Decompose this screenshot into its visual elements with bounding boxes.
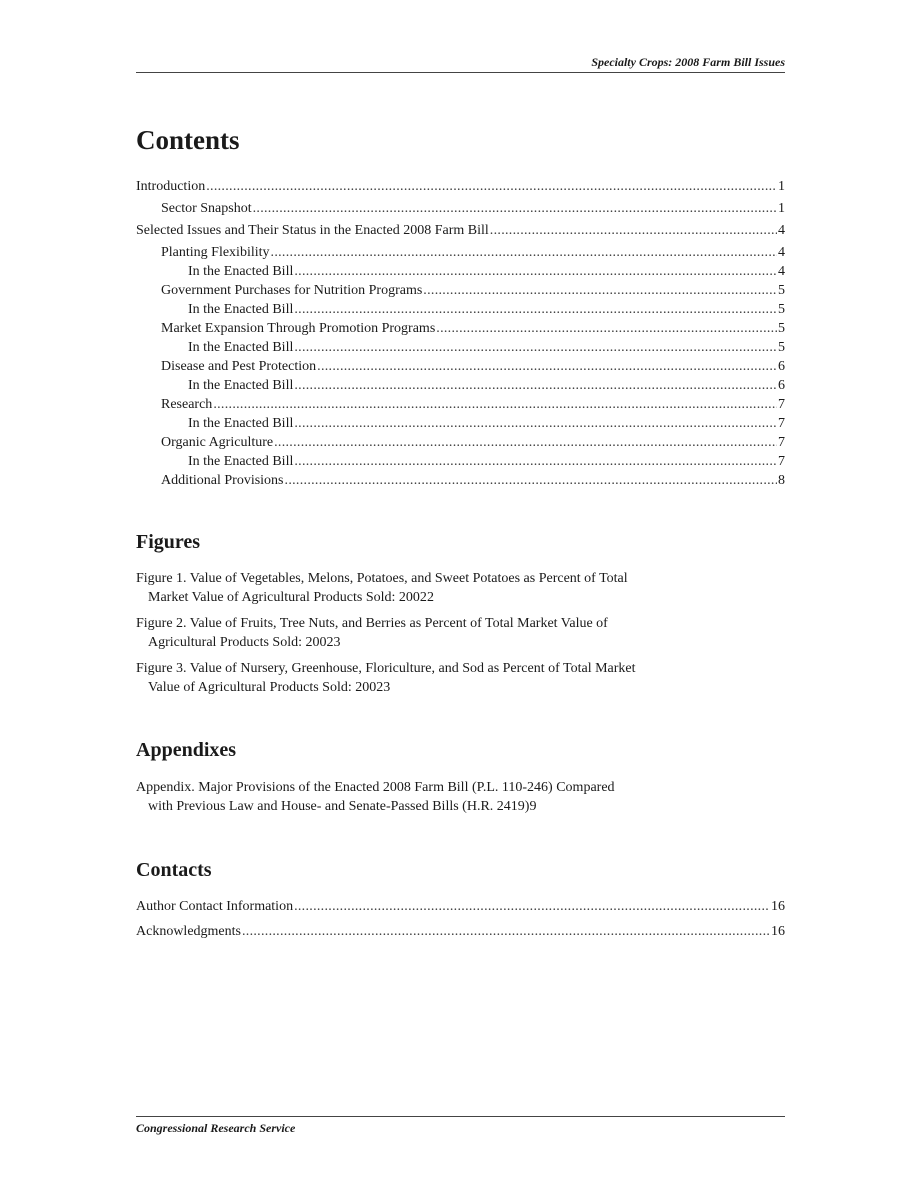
toc-entry-text: Government Purchases for Nutrition Programs [161, 283, 423, 298]
toc-entry-page: 5 [778, 302, 785, 317]
dot-leader [490, 221, 777, 240]
contacts-heading: Contacts [136, 859, 212, 881]
toc-entry-enacted-bill[interactable] [136, 262, 785, 281]
toc-entry-text: Selected Issues and Their Status in the Enacted 2008 Farm Bill [136, 223, 489, 238]
toc-entry-text: Disease and Pest Protection [161, 359, 317, 374]
toc-entry-page: 4 [778, 264, 785, 279]
toc-entry-text: In the Enacted Bill [188, 264, 294, 279]
figure-entry-page: 3 [333, 635, 341, 650]
dot-leader [423, 281, 777, 300]
contact-entry-page: 16 [771, 924, 785, 939]
contact-entry-text: Acknowledgments [136, 924, 241, 939]
figure-entry-page: 3 [383, 680, 391, 695]
toc-entry-text: Research [161, 397, 213, 412]
toc-entry-additional-provisions[interactable] [136, 471, 785, 490]
appendix-entry[interactable] [136, 778, 785, 816]
appendixes-heading: Appendixes [136, 739, 237, 761]
toc-entry-introduction[interactable] [136, 177, 785, 196]
running-header-title: Specialty Crops: 2008 Farm Bill Issues [591, 55, 785, 69]
toc-entry-text: In the Enacted Bill [188, 416, 294, 431]
figure-entry-line2: Value of Agricultural Products Sold: 2002 [148, 680, 384, 695]
toc-entry-sector-snapshot[interactable] [136, 199, 785, 218]
toc-entry-enacted-bill[interactable] [136, 338, 785, 357]
toc-entry-text: Planting Flexibility [161, 245, 270, 260]
appendix-entry-line1: Appendix. Major Provisions of the Enacted 2008 Farm Bill (P.L. 110-246) Compared [136, 780, 615, 795]
toc-entry-planting-flexibility[interactable] [136, 243, 785, 262]
toc-entry-text: Sector Snapshot [161, 201, 252, 216]
toc-entry-page: 1 [778, 201, 785, 216]
toc-entry-text: In the Enacted Bill [188, 340, 294, 355]
dot-leader [294, 338, 777, 357]
figure-entry-line2: Agricultural Products Sold: 2002 [148, 635, 334, 650]
toc-entry-organic-agriculture[interactable] [136, 433, 785, 452]
toc-entry-disease-pest[interactable] [136, 357, 785, 376]
figure-entry-line2: Market Value of Agricultural Products Sold: 2002 [148, 590, 427, 605]
footer-rule [136, 1116, 785, 1117]
dot-leader [285, 471, 777, 490]
dot-leader [253, 199, 777, 218]
toc-entry-text: In the Enacted Bill [188, 302, 294, 317]
toc-entry-selected-issues[interactable] [136, 221, 785, 240]
dot-leader [294, 300, 777, 319]
toc-entry-page: 5 [778, 283, 785, 298]
toc-entry-market-expansion[interactable] [136, 319, 785, 338]
dot-leader [274, 433, 777, 452]
toc-entry-text: Additional Provisions [161, 473, 284, 488]
appendix-entry-page: 9 [529, 799, 537, 814]
toc-entry-page: 4 [778, 223, 785, 238]
dot-leader [294, 262, 777, 281]
dot-leader [294, 452, 777, 471]
figure-entry-2[interactable] [136, 614, 785, 652]
toc-entry-page: 6 [778, 378, 785, 393]
dot-leader [213, 395, 777, 414]
contact-entry-acknowledgments[interactable] [136, 922, 785, 941]
toc-entry-page: 5 [778, 340, 785, 355]
toc-entry-page: 5 [778, 321, 785, 336]
toc-entry-text: Introduction [136, 179, 206, 194]
figure-entry-line1: Figure 2. Value of Fruits, Tree Nuts, and Berries as Percent of Total Market Value of [136, 616, 608, 631]
toc-entry-page: 1 [778, 179, 785, 194]
figure-entry-line1: Figure 3. Value of Nursery, Greenhouse, Floriculture, and Sod as Percent of Total Market [136, 661, 636, 676]
dot-leader [294, 414, 777, 433]
figure-entry-line1: Figure 1. Value of Vegetables, Melons, Potatoes, and Sweet Potatoes as Percent of Total [136, 571, 628, 586]
toc-entry-text: In the Enacted Bill [188, 454, 294, 469]
dot-leader [294, 376, 777, 395]
header-rule [136, 72, 785, 73]
toc-entry-text: Market Expansion Through Promotion Programs [161, 321, 436, 336]
running-footer-publisher: Congressional Research Service [136, 1121, 296, 1135]
contact-entry-author[interactable] [136, 897, 785, 916]
contact-entry-text: Author Contact Information [136, 899, 294, 914]
toc-entry-research[interactable] [136, 395, 785, 414]
dot-leader [294, 897, 770, 916]
toc-entry-enacted-bill[interactable] [136, 376, 785, 395]
figure-entry-1[interactable] [136, 569, 785, 607]
toc-entry-page: 7 [778, 454, 785, 469]
dot-leader [242, 922, 770, 941]
toc-entry-page: 7 [778, 397, 785, 412]
toc-entry-enacted-bill[interactable] [136, 414, 785, 433]
appendix-entry-line2: with Previous Law and House- and Senate-Passed Bills (H.R. 2419) [148, 799, 530, 814]
contents-heading: Contents [136, 125, 240, 155]
figures-heading: Figures [136, 531, 201, 553]
figure-entry-page: 2 [426, 590, 434, 605]
toc-entry-page: 4 [778, 245, 785, 260]
toc-entry-page: 8 [778, 473, 785, 488]
toc-entry-enacted-bill[interactable] [136, 452, 785, 471]
toc-entry-text: In the Enacted Bill [188, 378, 294, 393]
toc-entry-enacted-bill[interactable] [136, 300, 785, 319]
contact-entry-page: 16 [771, 899, 785, 914]
toc-entry-page: 7 [778, 435, 785, 450]
dot-leader [206, 177, 777, 196]
figure-entry-3[interactable] [136, 659, 785, 697]
toc-entry-government-purchases[interactable] [136, 281, 785, 300]
dot-leader [436, 319, 777, 338]
toc-entry-text: Organic Agriculture [161, 435, 274, 450]
toc-entry-page: 6 [778, 359, 785, 374]
dot-leader [271, 243, 777, 262]
dot-leader [317, 357, 777, 376]
toc-entry-page: 7 [778, 416, 785, 431]
